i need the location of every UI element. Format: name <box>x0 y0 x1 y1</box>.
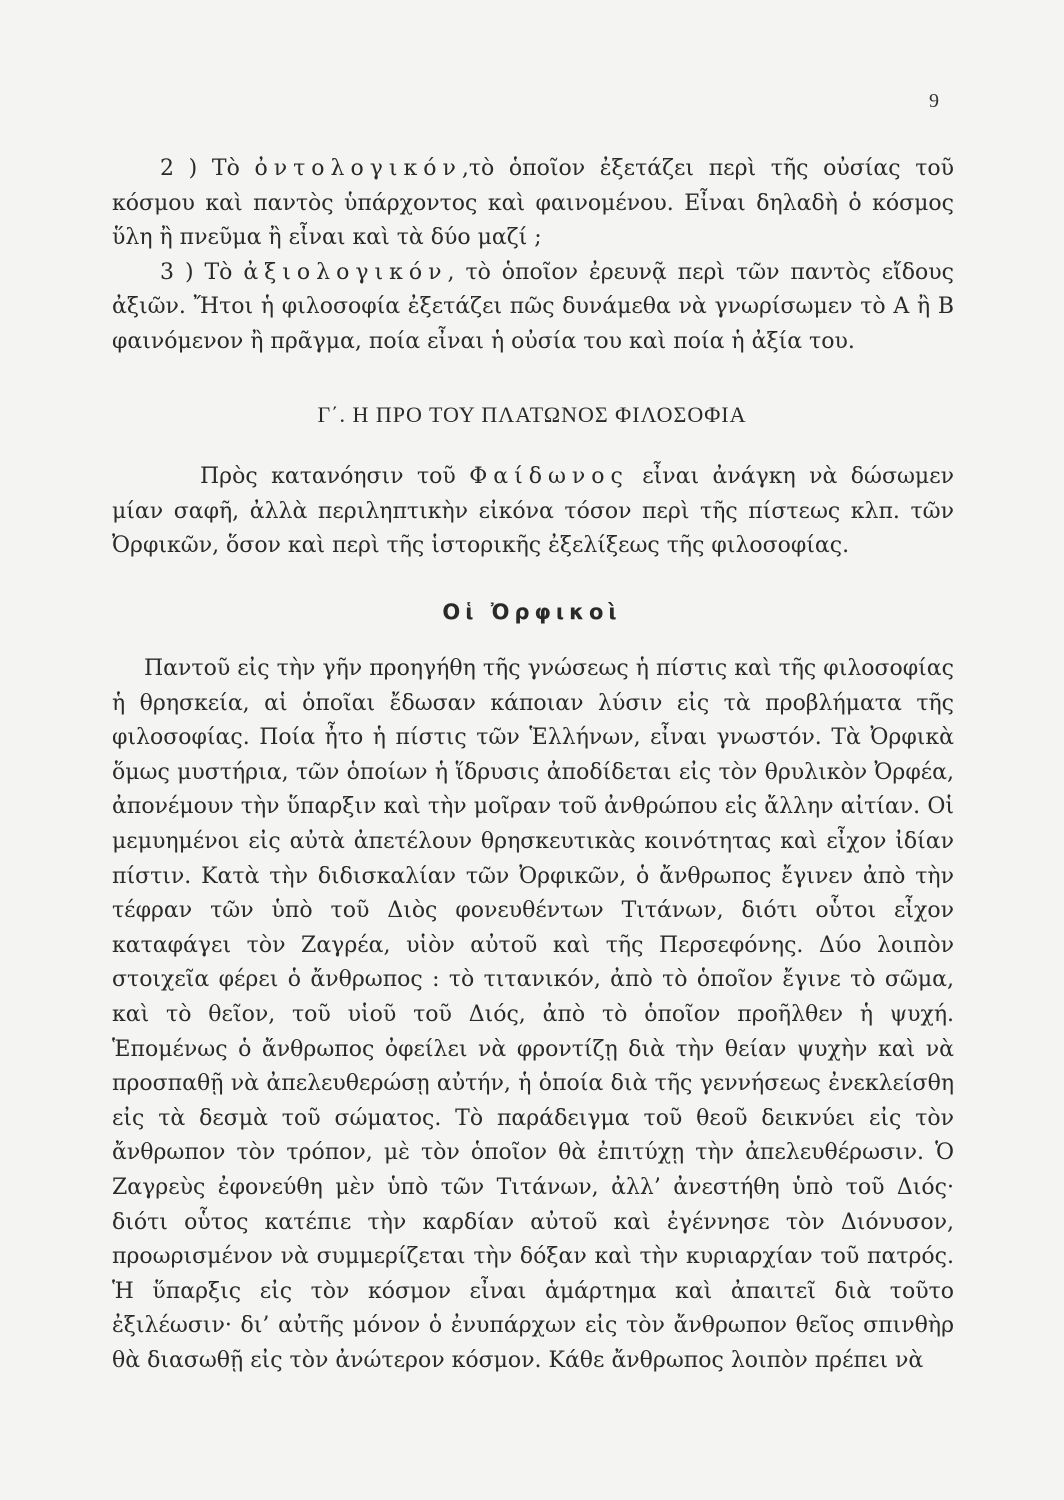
intro-section <box>112 460 954 564</box>
intro-rest: εἶναι ἀνάγκη νὰ δώσωμεν μίαν σαφῆ, ἀλλὰ περιληπτικὴν εἰκόνα τόσον περὶ τῆς πίστεως κλπ. τῶν Ὀρφικῶν, ὅσον καὶ περὶ τῆς ἱστορικῆς ἐξελίξεως τῆς φιλοσοφίας. <box>112 464 955 558</box>
ontological-text: ,τὸ ὁποῖον ἐξετάζει περὶ τῆς οὐσίας τοῦ κόσμου καὶ παντὸς ὑπάρχοντος καὶ φαινομένου. Εἶναι δηλαδὴ ὁ κόσμος ὕλη ἢ πνεῦμα ἢ εἶναι καὶ τὰ δύο μαζί ; <box>112 156 954 250</box>
ontological-term: ὀντολογικόν <box>254 156 462 181</box>
axiological-text: , τὸ ὁποῖον ἐρευνᾷ περὶ τῶν παντὸς εἴδους ἀξιῶν. Ἤτοι ἡ φιλοσοφία ἐξετάζει πῶς δυνάμεθα νὰ γνωρίσωμεν τὸ Α ἢ Β φαινόμενον ἢ πρᾶγμα, ποία εἶναι ἡ οὐσία του καὶ ποία ἡ ἀξία του. <box>112 259 954 354</box>
item-2-label: 2 ) Τὸ <box>160 156 255 181</box>
phaedo-term: Φαίδωνος <box>469 464 629 489</box>
orphics-section <box>112 652 954 1378</box>
ontological-paragraph <box>112 152 954 256</box>
page-number: 9 <box>929 90 939 112</box>
intro-paragraph <box>112 460 954 564</box>
definitions-section <box>112 152 954 359</box>
axiological-term: ἀξιολογικόν <box>243 259 448 285</box>
item-3-label: 3 ) Τὸ <box>160 259 244 285</box>
intro-start: Πρὸς κατανόησιν τοῦ <box>200 464 470 489</box>
orphics-paragraph: Παντοῦ εἰς τὴν γῆν προηγήθη τῆς γνώσεως ἡ πίστις καὶ τῆς φιλοσοφίας ἡ θρησκεία, αἱ ὁποῖαι ἔδωσαν κάποιαν λύσιν εἰς τὰ προβλήματα τῆς φιλοσοφίας. Ποία ἦτο ἡ πίστις τῶν Ἑλλήνων, εἶναι γνωστόν. Τὰ Ὀρφικὰ ὅμως μυστήρια, τῶν ὁποίων ἡ ἵδρυσις ἀποδίδεται εἰς τὸν θρυλικὸν Ὀρφέα, ἀπονέμουν τὴν ὕπαρξιν καὶ τὴν μοῖραν τοῦ ἀνθρώπου εἰς ἄλλην αἰτίαν. Οἱ μεμυημένοι εἰς αὐτὰ ἀπετέλουν θρησκευτικὰς κοινότητας καὶ εἶχον ἰδίαν πίστιν. Κατὰ τὴν διδισκαλίαν τῶν Ὀρφικῶν, ὁ ἄνθρωπος ἔγινεν ἀπὸ τὴν τέφραν τῶν ὑπὸ τοῦ Διὸς φονευθέντων Τιτάνων, διότι οὗτοι εἶχον καταφάγει τὸν Ζαγρέα, υἱὸν αὐτοῦ καὶ τῆς Περσεφόνης. Δύο λοιπὸν στοιχεῖα φέρει ὁ ἄνθρωπος : τὸ τιτανικόν, ἀπὸ τὸ ὁποῖον ἔγινε τὸ σῶμα, καὶ τὸ θεῖον, τοῦ υἱοῦ τοῦ Διός, ἀπὸ τὸ ὁποῖον προῆλθεν ἡ ψυχή. Ἑπομένως ὁ ἄνθρωπος ὀφείλει νὰ φροντίζῃ διὰ τὴν θείαν ψυχὴν καὶ νὰ προσπαθῇ νὰ ἀπελευθερώσῃ αὐτήν, ἡ ὁποία διὰ τῆς γεννήσεως ἐνεκλείσθη εἰς τὰ δεσμὰ τοῦ σώματος. Τὸ παράδειγμα τοῦ θεοῦ δεικνύει εἰς τὸν ἄνθρωπον τὸν τρόπον, μὲ τὸν ὁποῖον θὰ ἐπιτύχῃ τὴν ἀπελευθέρωσιν. Ὁ Ζαγρεὺς ἐφονεύθη μὲν ὑπὸ τῶν Τιτάνων, ἀλλ’ ἀνεστήθη ὑπὸ τοῦ Διός· διότι οὗτος κατέπιε τὴν καρδίαν αὐτοῦ καὶ ἐγέννησε τὸν Διόνυσον, προωρισμένον νὰ συμμερίζεται τὴν δόξαν καὶ τὴν κυριαρχίαν τοῦ πατρός. Ἡ ὕπαρξις εἰς τὸν κόσμον εἶναι ἁμάρτημα καὶ ἀπαιτεῖ διὰ τοῦτο ἐξιλέωσιν· δι’ αὐτῆς μόνον ὁ ἐνυπάρχων εἰς τὸν ἄνθρωπον θεῖος σπινθὴρ θὰ διασωθῇ εἰς τὸν ἀνώτερον κόσμον. Κάθε ἄνθρωπος λοιπὸν πρέπει νὰ <box>112 656 954 1373</box>
section-heading: Γ΄. Η ΠΡΟ ΤΟΥ ΠΛΑΤΩΝΟΣ ΦΙΛΟΣΟΦΙΑ <box>317 402 747 427</box>
axiological-paragraph <box>112 256 954 360</box>
orphics-subheading: Οἱ Ὀρφικοὶ <box>442 600 622 624</box>
